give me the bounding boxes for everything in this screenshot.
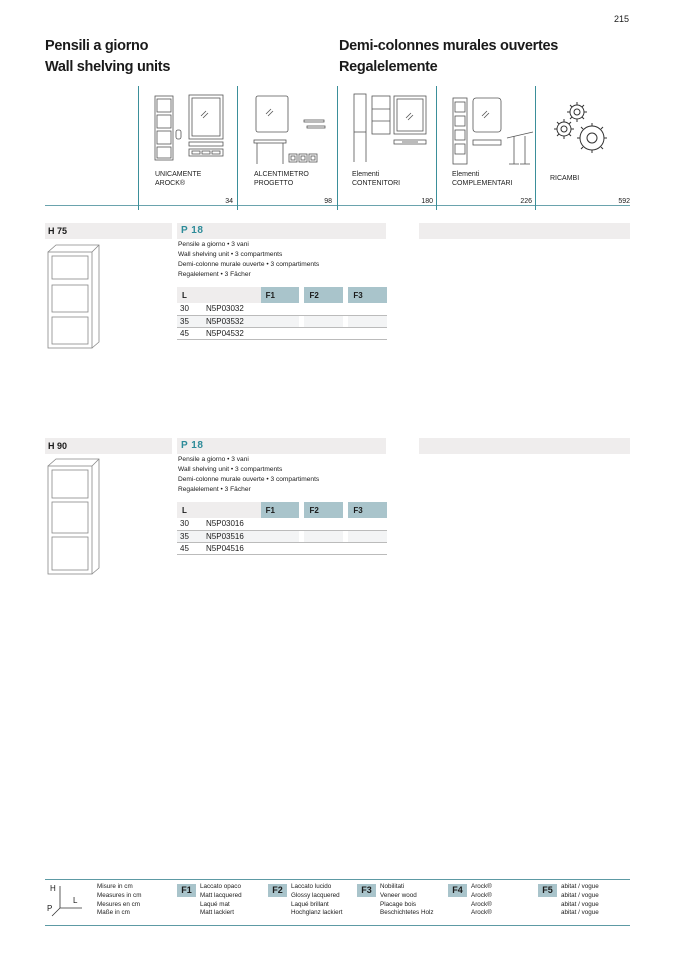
width-value: 45 <box>180 543 189 553</box>
category-line2: PROGETTO <box>254 179 294 187</box>
size-code-cell <box>177 518 261 530</box>
col-header-f1: F1 <box>261 502 300 518</box>
cabinets-illustration <box>151 92 246 162</box>
size-code-cell <box>177 303 261 315</box>
table-row <box>177 315 387 327</box>
legend-top-line <box>45 879 630 880</box>
product-table <box>177 287 387 340</box>
shelving-unit-drawing <box>46 242 102 352</box>
col-header-f3: F3 <box>348 502 387 518</box>
storage-column-illustration <box>350 92 440 162</box>
width-value: 30 <box>180 304 189 314</box>
legend-line: Arock® <box>471 891 492 899</box>
col-header-l: L <box>177 287 261 303</box>
col-header-f3: F3 <box>348 287 387 303</box>
empty-bar <box>419 438 630 454</box>
title-it: Pensili a giorno <box>45 38 149 54</box>
legend-line: Misure in cm <box>97 883 133 890</box>
finish-f2-legend <box>291 883 342 918</box>
legend-line: Placage bois <box>380 900 417 908</box>
desc-line: Wall shelving unit • 3 compartments <box>178 251 283 258</box>
desc-line: Regalelement • 3 Fächer <box>178 486 251 493</box>
finish-f1-legend <box>200 883 242 918</box>
category-ricambi[interactable] <box>535 86 630 210</box>
title-right <box>339 36 558 78</box>
product-code: P 18 <box>181 225 204 236</box>
title-en: Wall shelving units <box>45 59 171 75</box>
category-alcentimetro[interactable] <box>237 86 337 210</box>
width-value: 35 <box>180 316 189 326</box>
article-code: N5P04532 <box>206 328 244 338</box>
category-contenitori[interactable] <box>337 86 437 210</box>
legend-line: Laqué mat <box>200 900 230 908</box>
legend-line: Mesures en cm <box>97 900 141 908</box>
desc-line: Regalelement • 3 Fächer <box>178 271 251 278</box>
article-code: N5P03016 <box>206 519 244 529</box>
legend-line: Laqué brillant <box>291 900 329 908</box>
category-unicamente[interactable] <box>138 86 238 210</box>
legend-line: Laccato opaco <box>200 883 241 890</box>
category-line2: AROCK® <box>155 179 186 187</box>
finish-code-f4: F4 <box>448 884 467 897</box>
finish-code-f5: F5 <box>538 884 557 897</box>
col-header-f2: F2 <box>304 287 343 303</box>
desc-line: Demi-colonne murale ouverte • 3 compartiments <box>178 261 320 268</box>
legend-line: abitat / vogue <box>561 909 599 917</box>
table-row <box>177 530 387 542</box>
desc-line: Pensile a giorno • 3 vani <box>178 241 249 248</box>
measures-legend <box>97 883 141 918</box>
article-code: N5P04516 <box>206 543 244 553</box>
finish-code-f1: F1 <box>177 884 196 897</box>
width-value: 45 <box>180 328 189 338</box>
legend-line: abitat / vogue <box>561 883 599 890</box>
width-value: 30 <box>180 519 189 529</box>
legend-line: Measures in cm <box>97 891 142 899</box>
title-de: Regalelemente <box>339 59 438 75</box>
mirror-and-base-illustration <box>252 94 332 164</box>
category-complementari[interactable] <box>436 86 536 210</box>
table-row <box>177 327 387 339</box>
category-page: 98 <box>324 198 332 205</box>
legend-line: Arock® <box>471 900 492 908</box>
size-code-cell <box>177 530 261 542</box>
category-page: 180 <box>421 198 433 205</box>
legend-line: Nobilitati <box>380 883 405 890</box>
product-code: P 18 <box>181 440 204 451</box>
height-label: H 90 <box>48 441 68 451</box>
category-line2: COMPLEMENTARI <box>452 179 513 187</box>
category-page: 592 <box>618 198 630 205</box>
finish-f3-legend <box>380 883 434 918</box>
legend-line: Hochglanz lackiert <box>291 909 343 917</box>
product-table <box>177 502 387 555</box>
col-header-l: L <box>177 502 261 518</box>
shelving-unit-drawing <box>46 456 102 578</box>
axis-p-label: P <box>47 904 53 913</box>
legend-line: Beschichtetes Holz <box>380 909 434 917</box>
table-row <box>177 542 387 554</box>
title-fr: Demi-colonnes murales ouvertes <box>339 38 559 54</box>
category-line1: Elementi <box>352 171 380 178</box>
col-header-f2: F2 <box>304 502 343 518</box>
desc-line: Demi-colonne murale ouverte • 3 compartiments <box>178 476 320 483</box>
size-code-cell <box>177 542 261 554</box>
finish-code-f2: F2 <box>268 884 287 897</box>
legend-line: Glossy lacquered <box>291 891 340 899</box>
category-line2: CONTENITORI <box>352 179 401 187</box>
legend-line: abitat / vogue <box>561 891 599 899</box>
col-header-f1: F1 <box>261 287 300 303</box>
table-row <box>177 518 387 530</box>
complementary-elements-illustration <box>449 94 539 166</box>
axis-h-label: H <box>50 884 56 893</box>
category-label <box>254 171 309 188</box>
category-label <box>155 171 201 188</box>
page-number: 215 <box>613 14 629 24</box>
desc-line: Wall shelving unit • 3 compartments <box>178 466 283 473</box>
legend-line: abitat / vogue <box>561 900 599 908</box>
size-code-cell <box>177 327 261 339</box>
finish-code-f3: F3 <box>357 884 376 897</box>
category-line1: Elementi <box>452 171 480 178</box>
height-label: H 75 <box>48 226 68 236</box>
article-code: N5P03032 <box>206 304 244 314</box>
product-description <box>178 455 319 495</box>
legend-line: Matt lacquered <box>200 891 242 899</box>
code-bar <box>177 223 386 239</box>
category-label <box>352 171 400 188</box>
category-page: 226 <box>520 198 532 205</box>
legend-line: Veneer wood <box>380 891 417 899</box>
size-code-cell <box>177 315 261 327</box>
table-row <box>177 303 387 315</box>
legend-line: Matt lackiert <box>200 909 234 917</box>
axis-l-label: L <box>73 896 78 905</box>
legend-bottom-line <box>45 925 630 926</box>
article-code: N5P03516 <box>206 531 244 541</box>
legend-line: Arock® <box>471 883 492 890</box>
article-code: N5P03532 <box>206 316 244 326</box>
category-line1: UNICAMENTE <box>155 171 202 178</box>
category-line1: RICAMBI <box>550 175 580 182</box>
desc-line: Pensile a giorno • 3 vani <box>178 456 249 463</box>
gears-icon <box>550 98 616 160</box>
finish-f5-legend <box>561 883 599 918</box>
category-page: 34 <box>225 198 233 205</box>
code-bar <box>177 438 386 454</box>
legend-line: Maße in cm <box>97 909 130 917</box>
product-description <box>178 240 319 280</box>
category-line1: ALCENTIMETRO <box>254 171 309 178</box>
legend-line: Laccato lucido <box>291 883 332 890</box>
empty-bar <box>419 223 630 239</box>
category-label <box>550 175 579 184</box>
width-value: 35 <box>180 531 189 541</box>
legend-line: Arock® <box>471 909 492 917</box>
title-left <box>45 36 170 78</box>
category-label <box>452 171 513 188</box>
finish-f4-legend <box>471 883 492 918</box>
